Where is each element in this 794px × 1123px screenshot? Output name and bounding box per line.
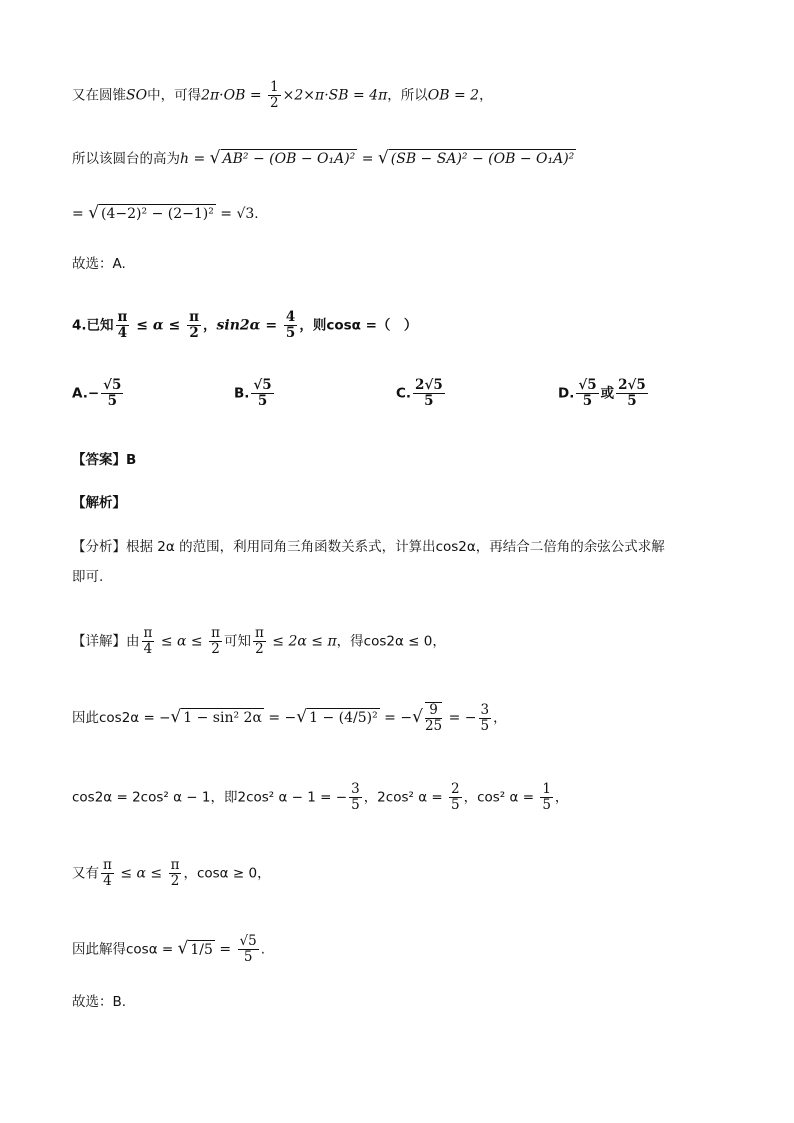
math: ≤ α ≤ [131,317,186,334]
radical-sign: √ [88,203,100,223]
cos-line: 因此cos2α = −√ 1 − sin² 2α = −√ 1 − (4/5)² = −√ $\frac{9}{25}$ = − $\frac{3}{5}$ ， [72,701,507,734]
text: ， [203,317,217,334]
text: 所以该圆台的高为 [72,151,180,167]
math: 2π·OB = [201,87,267,104]
radical-sign: √ [377,148,389,168]
math: OB = 2 [427,87,480,104]
radical-sign: √ [209,148,221,168]
analysis-line-1: 【分析】根据 2α 的范围，利用同角三角函数关系式，计算出cos2α，再结合二倍角的余弦公式求解 [72,539,665,555]
final-line: 因此解得cosα = √ 1/5 = $\frac{√5}{5}$ . [72,933,266,965]
line-height-result [72,203,259,224]
math: sin2α = [216,317,282,334]
option-c: C. $\frac{2√5}{5}$ [396,377,443,409]
radicand: AB² − (OB − O₁A)² [222,151,356,167]
option-a: A.− $\frac{√5}{5}$ [72,377,122,409]
question-number: 4.已知 [72,317,114,334]
radicand: (SB − SA)² − (OB − O₁A)² [390,151,575,167]
text: . [254,206,259,222]
fraction: $\frac{4}{5}$ [285,309,296,341]
math: SO [126,87,148,104]
question-4 [72,310,417,341]
text: 中，可得 [147,87,202,104]
text: ，所以 [387,87,428,104]
math: = [357,151,378,167]
answer: 【答案】B [72,452,137,468]
math: = [72,206,89,222]
choice-a-line: 故选：A. [72,256,126,272]
cos-square-line: cos2α = 2cos² α − 1，即2cos² α − 1 = − $\frac{3}{5}$ ，2cos² α = $\frac{2}{5}$ ，cos² α = $\frac{1}{5}$ ， [72,781,569,813]
math: ×2×π·SB = 4π [282,87,388,104]
text: 又在圆锥 [72,87,126,104]
analysis-line-2: 即可. [72,569,104,585]
math: h = [180,151,210,167]
line-cone-calc [72,80,493,111]
detail-line: 【详解】由 $\frac{\pi}{4}$ ≤ α ≤ $\frac{\pi}{2}$ 可知 $\frac{\pi}{2}$ ≤ 2α ≤ π，得cos2α ≤ 0， [72,625,446,657]
range-line: 又有 $\frac{\pi}{4}$ ≤ α ≤ $\frac{\pi}{2}$ ，cosα ≥ 0， [72,857,271,889]
text: ， [479,87,493,104]
option-b: B. $\frac{√5}{5}$ [234,377,272,409]
choice-b-line: 故选：B. [72,994,127,1010]
fraction: $\frac{\pi}{2}$ [189,309,200,341]
line-height [72,148,576,169]
analysis-heading: 【解析】 [72,495,126,511]
fraction: $\frac{\pi}{4}$ [117,309,128,341]
math: = √3 [215,206,255,222]
option-d: D. $\frac{√5}{5}$ 或 $\frac{2√5}{5}$ [558,377,646,409]
radicand: (4−2)² − (2−1)² [101,206,214,222]
text: ，则cosα =（ ） [299,317,418,334]
fraction: $\frac{1}{2}$ [270,79,279,111]
